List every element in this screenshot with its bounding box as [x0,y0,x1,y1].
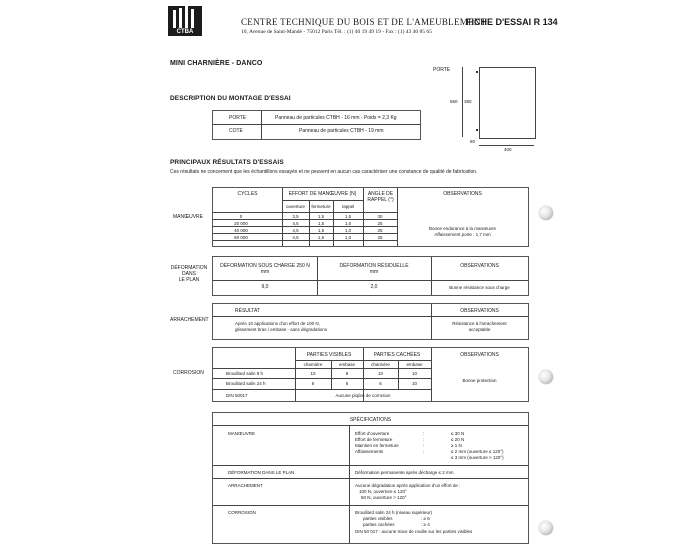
setup-table [212,110,421,140]
manoeuvre-label: MANŒUVRE [173,214,204,220]
arrachement-result: Après 10 applications d'un effort de 100 N, [235,321,320,326]
logo [168,6,202,36]
binder-hole-icon [539,521,553,535]
deformation-observation: Bonne résistance sous charge [449,285,510,290]
manoeuvre-table: CYCLES EFFORT DE MANŒUVRE (N) ANGLE DE RAPPEL (°) OBSERVATIONS ouverture fermeture rappel 0 3,5 1,5 1,5 30 20 000 4,5 1,5 1,0 25 40 000 4,5 1,5 1,0 25 60 000 4,5 1,5 1,0 25 Bonne endurance à la manœuvre Affaissement porte : 1,7 mm [212,187,529,247]
spec-corrosion-value: Brouillard salin 24 h (niveau supérieur) [355,510,433,515]
test-setup-diagram [430,62,540,157]
col-header-observations: OBSERVATIONS [443,191,482,197]
spec-deformation-value: Déformation permanente après décharge ≤ 2 mm [355,470,454,475]
product-title: MINI CHARNIÈRE - DANCO [170,60,263,67]
hinge-point-icon [476,129,478,131]
subheader-fermeture: fermeture [311,204,331,209]
binder-hole-icon [539,206,553,220]
dim-height-inner: 380 [464,99,472,104]
spec-arrachement-label: ARRACHEMENT [228,483,263,488]
specifications-heading: SPÉCIFICATIONS [349,417,392,423]
col-header-charge: DÉFORMATION SOUS CHARGE 250 N [220,263,310,269]
corrosion-table: PARTIES VISIBLES PARTIES CACHÉES OBSERVATIONS charnière embase charnière embase Brouillard salin 8 h 10 8 10 10 Brouillard salin 24 h 6 6 6 10 DIN 50017 Aucune piqûre de corrosion Bonne protection [212,347,529,402]
subheader-rappel: rappel [341,204,355,209]
setup-row-value: Panneau de particules CTBH - 19 mm [299,128,384,134]
col-header-visibles: PARTIES VISIBLES [306,352,352,358]
deformation-label: DÉFORMATION DANS LE PLAN [170,265,208,283]
door-panel [479,67,536,139]
arrachement-table [212,303,529,340]
hinge-point-icon [476,71,478,73]
spec-arrachement-value: 100 N, ouverture ≤ 120° [359,489,407,494]
col-header-cycles: CYCLES [237,191,258,197]
subheader-ouverture: ouverture [285,204,305,209]
setup-row-label: COTE [229,128,243,134]
logo-bars-icon [168,6,202,28]
setup-heading: DESCRIPTION DU MONTAGE D'ESSAI [170,95,291,102]
col-header-observations: OBSERVATIONS [460,308,499,314]
deformation-table: DÉFORMATION SOUS CHARGE 250 N mm DÉFORMATION RÉSIDUELLE mm OBSERVATIONS 9,0 2,0 Bonne résistance sous charge [212,256,529,296]
specifications-table: SPÉCIFICATIONS MANŒUVRE Effort d'ouverture : ≤ 30 N Effort de fermeture : ≤ 20 N Maintien en fermeture : ≥ 1 N Affaissements : ≤ 2 mm (ouverture ≤ 120°) ≤ 3 mm (ouverture > 120°) DÉFORMATION DANS LE PLAN Déformation permanente après décharge ≤ 2 mm ARRACHEMENT Aucune dégradation après application d'un effort de : 100 N, ouverture ≤ 120° 50 N, ouverture > 120° CORROSION Brouillard salin 24 h (niveau supérieur) parties visibles : ≥ 6 parties cachées : ≥ 4 DIN 50 017 : aucune trace de rouille sur les parties visibles [212,412,529,544]
binder-hole-icon [539,370,553,384]
spec-deformation-label: DÉFORMATION DANS LE PLAN [228,470,295,475]
deformation-charge-value: 9,0 [261,284,269,290]
corrosion-label: CORROSION [173,370,204,376]
corrosion-observation: Bonne protection [462,378,497,383]
manoeuvre-observation: Bonne endurance à la manœuvre [428,226,497,231]
arrachement-label: ARRACHEMENT [170,317,209,323]
col-header-effort: EFFORT DE MANŒUVRE (N) [288,191,357,197]
results-heading: PRINCIPAUX RÉSULTATS D'ESSAIS [170,159,284,166]
dim-height-outer: 550 [450,99,458,104]
org-address: 10, Avenue de Saint-Mandé - 75012 Paris Tél. : (1) 40 19 49 19 - Fax : (1) 43 40 85 65 [241,29,432,35]
dim-width: 400 [504,147,512,152]
col-header-observations: OBSERVATIONS [460,352,499,358]
spec-arrachement-value: Aucune dégradation après application d'un effort de : [355,483,461,488]
results-note: Ces résultats ne concernent que les échantillons essayés et ne peuvent en aucun cas caractériser une constance de qualité de fabrication. [170,169,478,175]
spec-manoeuvre-label: MANŒUVRE [228,431,256,436]
setup-row-value: Panneau de particules CTBH - 16 mm - Poids = 2,3 Kg [275,115,397,121]
deformation-residuelle-value: 2,0 [370,284,378,290]
logo-text: CTBA [176,29,194,35]
sheet-reference: FICHE D'ESSAI R 134 [466,17,558,27]
arrachement-result: glissement bras / embase - sans dégradations [235,327,328,332]
spec-arrachement-value: 50 N, ouverture > 120° [361,495,407,500]
spec-corrosion-value: DIN 50 017 : aucune trace de rouille sur les parties visibles [355,529,473,534]
setup-row-label: PORTE [229,115,247,121]
col-header-observations: OBSERVATIONS [460,263,499,269]
org-name: CENTRE TECHNIQUE DU BOIS ET DE L'AMEUBLEMENT [241,17,487,27]
col-header-angle: ANGLE DE RAPPEL (°) [367,191,394,203]
col-header-result: RÉSULTAT [235,308,261,314]
diagram-door-label: PORTE [433,67,451,73]
arrachement-observation: Résistance à l'arrachement [452,321,507,326]
din-label: DIN 50017 [226,393,248,398]
spec-corrosion-label: CORROSION [228,510,256,515]
arrachement-observation: acceptable [468,327,491,332]
col-header-cachees: PARTIES CACHÉES [373,352,421,358]
din-value: Aucune piqûre de corrosion [335,393,391,398]
manoeuvre-observation: Affaissement porte : 1,7 mm [434,232,491,237]
dim-bottom: 80 [470,139,476,144]
col-header-residuelle: DÉFORMATION RÉSIDUELLE [339,263,409,269]
